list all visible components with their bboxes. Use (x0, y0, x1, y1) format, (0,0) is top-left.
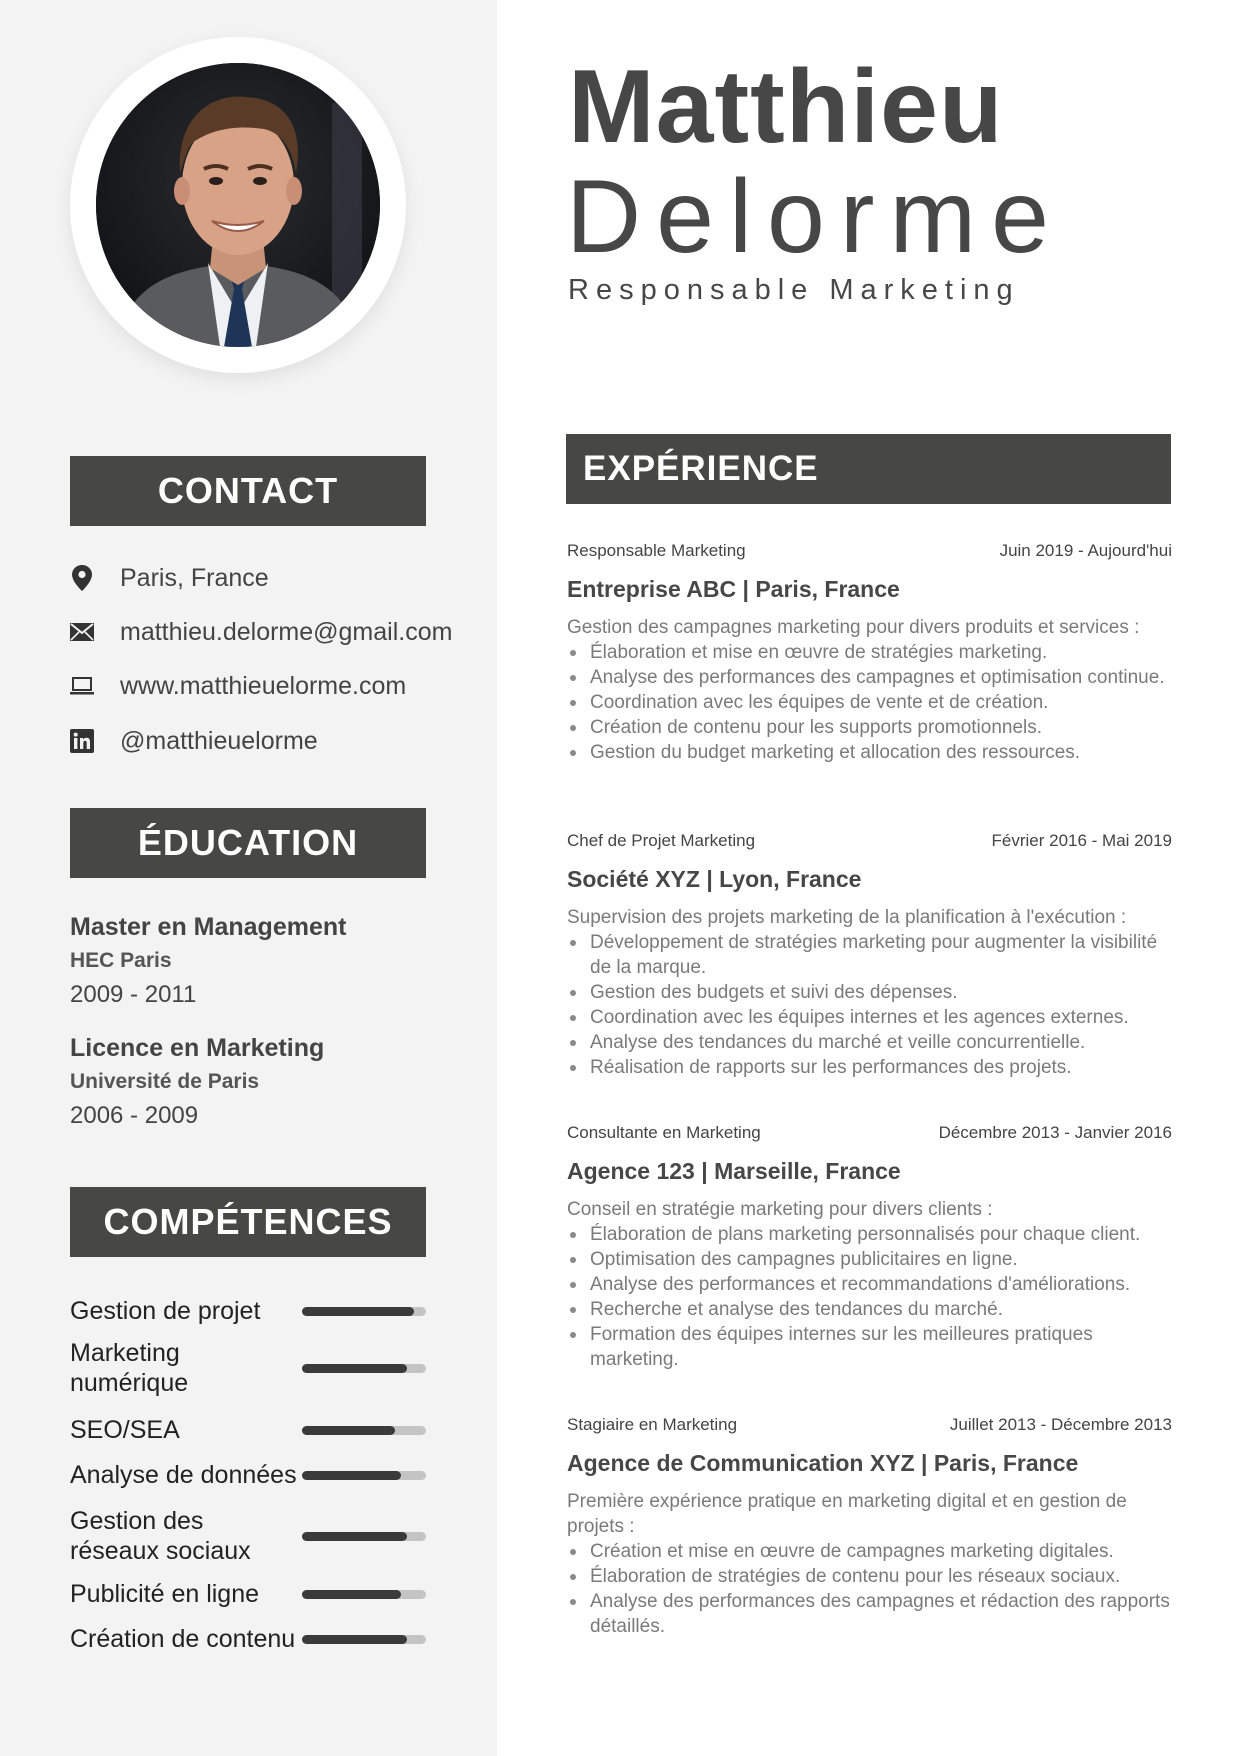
education-years: 2006 - 2009 (70, 1102, 199, 1129)
sidebar (0, 0, 497, 1756)
job-role: Consultante en Marketing (567, 1123, 761, 1142)
skill-name: Gestion des réseaux sociaux (70, 1507, 251, 1565)
skill-item (70, 1579, 426, 1609)
skill-bar (302, 1590, 426, 1599)
experience-heading: EXPÉRIENCE (566, 434, 1171, 504)
job-bullet: Élaboration de stratégies de contenu pour les réseaux sociaux. (567, 1564, 1172, 1589)
skill-item (70, 1415, 426, 1445)
job-title: Responsable Marketing (568, 274, 1020, 306)
skill-bar (302, 1426, 426, 1435)
skill-bar (302, 1364, 426, 1373)
job-bullets (567, 640, 1172, 765)
job-role: Responsable Marketing (567, 541, 746, 560)
skill-bar-fill (302, 1307, 414, 1316)
skill-bar-fill (302, 1590, 401, 1599)
skill-name: Publicité en ligne (70, 1580, 260, 1608)
laptop-icon (70, 674, 94, 698)
job-bullet: Coordination avec les équipes de vente et de création. (567, 690, 1172, 715)
first-name: Matthieu (568, 49, 1004, 165)
skill-name: Gestion de projet (70, 1297, 261, 1325)
contact-email-text[interactable]: matthieu.delorme@gmail.com (120, 617, 453, 646)
skill-item (70, 1460, 426, 1490)
education-degree: Master en Management (70, 913, 347, 941)
job-intro: Conseil en stratégie marketing pour divers clients : (567, 1199, 993, 1220)
skill-bar (302, 1471, 426, 1480)
job-role: Stagiaire en Marketing (567, 1415, 738, 1434)
job-bullet: Gestion des budgets et suivi des dépenses. (567, 980, 1172, 1005)
contact-linkedin[interactable] (70, 721, 318, 761)
job-bullet: Optimisation des campagnes publicitaires en ligne. (567, 1247, 1172, 1272)
last-name: Delorme (566, 159, 1064, 275)
job-bullet: Réalisation de rapports sur les performances des projets. (567, 1055, 1172, 1080)
contact-location-text: Paris, France (120, 563, 269, 592)
profile-photo (96, 63, 380, 347)
skill-item (70, 1338, 426, 1398)
contact-website-text[interactable]: www.matthieuelorme.com (120, 671, 407, 700)
job-bullet: Gestion du budget marketing et allocation des ressources. (567, 740, 1172, 765)
experience-item (567, 1414, 1172, 1639)
skill-item (70, 1296, 426, 1326)
education-years: 2009 - 2011 (70, 981, 197, 1008)
skill-bar (302, 1635, 426, 1644)
education-degree: Licence en Marketing (70, 1034, 325, 1062)
skill-item (70, 1506, 426, 1566)
contact-website[interactable] (70, 666, 406, 706)
job-bullets (567, 1539, 1172, 1639)
job-company: Entreprise ABC | Paris, France (567, 576, 900, 602)
skill-name: Analyse de données (70, 1461, 297, 1489)
envelope-icon (70, 620, 94, 644)
job-bullet: Développement de stratégies marketing pour augmenter la visibilité de la marque. (567, 930, 1172, 980)
experience-item (567, 830, 1172, 1080)
skill-name: Création de contenu (70, 1625, 296, 1653)
education-heading: ÉDUCATION (70, 808, 426, 878)
job-dates: Juin 2019 - Aujourd'hui (999, 541, 1172, 560)
contact-location (70, 558, 269, 598)
skill-name: SEO/SEA (70, 1416, 180, 1444)
location-pin-icon (70, 566, 94, 590)
skills-heading: COMPÉTENCES (70, 1187, 426, 1257)
job-bullet: Élaboration de plans marketing personnalisés pour chaque client. (567, 1222, 1172, 1247)
job-bullet: Recherche et analyse des tendances du marché. (567, 1297, 1172, 1322)
contact-email[interactable] (70, 612, 452, 652)
job-bullet: Analyse des performances des campagnes et optimisation continue. (567, 665, 1172, 690)
experience-item (567, 1122, 1172, 1372)
education-item (70, 1033, 450, 1131)
skill-bar (302, 1307, 426, 1316)
linkedin-icon (70, 729, 94, 753)
job-role: Chef de Projet Marketing (567, 831, 756, 850)
job-bullet: Création et mise en œuvre de campagnes marketing digitales. (567, 1539, 1172, 1564)
job-bullet: Création de contenu pour les supports promotionnels. (567, 715, 1172, 740)
job-bullets (567, 930, 1172, 1080)
job-intro: Gestion des campagnes marketing pour divers produits et services : (567, 617, 1140, 638)
job-bullet: Coordination avec les équipes internes et les agences externes. (567, 1005, 1172, 1030)
skill-bar-fill (302, 1635, 407, 1644)
job-dates: Décembre 2013 - Janvier 2016 (938, 1123, 1172, 1142)
job-intro: Première expérience pratique en marketing digital et en gestion de projets : (567, 1491, 1127, 1537)
job-company: Agence de Communication XYZ | Paris, France (567, 1450, 1079, 1476)
skill-bar-fill (302, 1471, 401, 1480)
job-bullet: Élaboration et mise en œuvre de stratégies marketing. (567, 640, 1172, 665)
skill-bar-fill (302, 1532, 407, 1541)
profile-photo-frame (70, 37, 406, 373)
job-bullet: Analyse des performances des campagnes et rédaction des rapports détaillés. (567, 1589, 1172, 1639)
skill-name: Marketing numérique (70, 1339, 189, 1397)
contact-heading: CONTACT (70, 456, 426, 526)
contact-linkedin-text[interactable]: @matthieuelorme (120, 726, 318, 755)
job-bullet: Formation des équipes internes sur les meilleures pratiques marketing. (567, 1322, 1172, 1372)
job-bullet: Analyse des tendances du marché et veille concurrentielle. (567, 1030, 1172, 1055)
job-bullets (567, 1222, 1172, 1372)
skill-bar-fill (302, 1426, 395, 1435)
experience-item (567, 540, 1172, 765)
job-company: Société XYZ | Lyon, France (567, 866, 862, 892)
education-school: Université de Paris (70, 1070, 260, 1093)
education-item (70, 912, 450, 1010)
education-school: HEC Paris (70, 949, 172, 972)
job-intro: Supervision des projets marketing de la planification à l'exécution : (567, 907, 1127, 928)
skill-bar-fill (302, 1364, 407, 1373)
job-dates: Février 2016 - Mai 2019 (991, 831, 1172, 850)
skill-bar (302, 1532, 426, 1541)
skill-item (70, 1624, 426, 1654)
job-company: Agence 123 | Marseille, France (567, 1158, 901, 1184)
job-dates: Juillet 2013 - Décembre 2013 (949, 1415, 1172, 1434)
job-bullet: Analyse des performances et recommandations d'améliorations. (567, 1272, 1172, 1297)
